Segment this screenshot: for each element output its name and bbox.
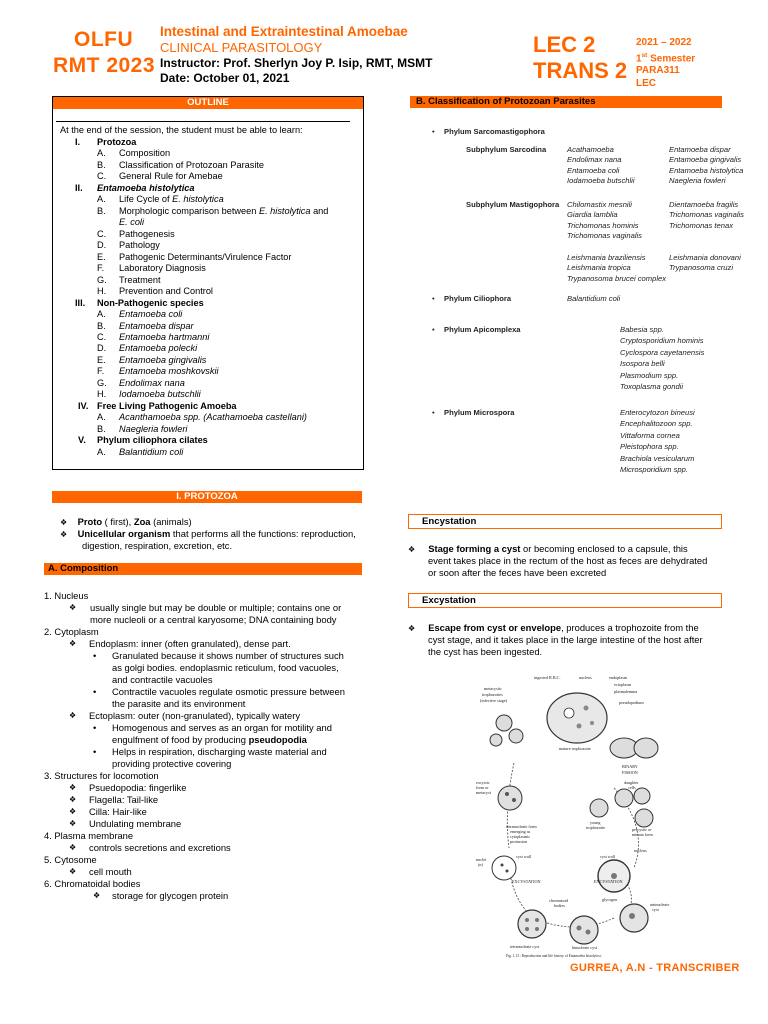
course-type: LEC xyxy=(636,77,656,89)
composition-line: as golgi bodies. endoplasmic reticulum, food vacuoles, xyxy=(112,662,339,673)
outline-item-text: Entamoeba coli xyxy=(119,309,183,320)
composition-heading: A. Composition xyxy=(44,563,362,575)
label-metacystic-2: trophozoites xyxy=(482,692,503,697)
composition-line: Endoplasm: inner (often granulated), dense part. xyxy=(89,638,291,649)
excystation-heading: Excystation xyxy=(408,593,722,608)
species: Chilomastix mesnili xyxy=(567,200,632,209)
label-nuclei-1: nuclei xyxy=(476,857,487,862)
species: Trichomonas vaginalis xyxy=(567,230,642,240)
label-young-2: trophozoite xyxy=(586,825,606,830)
logo-olfu: OLFU xyxy=(74,28,134,51)
outline-item-number: C. xyxy=(97,171,107,182)
composition-line: Contractile vacuoles regulate osmotic pressure between xyxy=(112,686,345,697)
outline-item-text: Entamoeba gingivalis xyxy=(119,354,207,365)
excystation-text-2: cyst stage, and it takes place in the large intestine of the host after xyxy=(428,634,703,645)
composition-line: providing protective covering xyxy=(112,758,232,769)
outline-item-text: Balantidium coli xyxy=(119,446,184,457)
dot-bullet: • xyxy=(93,650,97,661)
subphylum-mastigophora: Subphylum Mastigophora xyxy=(466,200,560,209)
label-tetra-2: emerging as xyxy=(510,829,531,834)
label-excystation: EXCYSTATION xyxy=(512,879,541,884)
transcript-number: TRANS 2 xyxy=(533,58,628,83)
label-encystation: ENCYSTATION xyxy=(594,879,623,884)
label-nuclei-2: (n) xyxy=(478,862,483,867)
composition-line: 6. Chromatoidal bodies xyxy=(44,878,141,889)
species: Leishmania donovani xyxy=(669,253,741,262)
species: Toxoplasma gondii xyxy=(620,382,684,391)
outline-item-text: Prevention and Control xyxy=(119,286,213,297)
label-binucleate-cyst: binucleate cyst xyxy=(572,945,597,950)
composition-line: 2. Cytoplasm xyxy=(44,626,99,637)
outline-item-text: E. coli xyxy=(119,217,145,228)
outline-item-text: Acanthamoeba spp. (Acathamoeba castellani) xyxy=(119,412,307,423)
outline-item-number: A. xyxy=(97,446,106,457)
phylum-sarcomastigophora: Phylum Sarcomastigophora xyxy=(444,127,545,136)
label-excystic-1: excystic xyxy=(476,780,490,785)
outline-item-text: Non-Pathogenic species xyxy=(97,297,204,308)
label-excystic-3: metacyst xyxy=(476,790,491,795)
bullet: • xyxy=(432,127,435,136)
outline-item-number: A. xyxy=(97,194,106,205)
semester: 1st Semester xyxy=(636,51,696,64)
composition-line: Granulated because it shows number of structures such xyxy=(112,650,344,661)
outline-item-number: D. xyxy=(97,343,107,354)
species: Iodamoeba butschlii xyxy=(567,175,635,185)
diamond-bullet: ❖ xyxy=(69,807,77,816)
diamond-bullet: ❖ xyxy=(93,891,101,900)
label-excystic-2: form or xyxy=(476,785,489,790)
label-chromatoid-1: chromatoid xyxy=(549,898,569,903)
composition-line: Homogenous and serves as an organ for motility and xyxy=(112,722,332,733)
encystation-text-1: ❖ Stage forming a cyst or becoming enclosed to a capsule, this xyxy=(408,543,688,554)
course-name: CLINICAL PARASITOLOGY xyxy=(160,40,323,55)
outline-item-text: Iodamoeba butschlii xyxy=(119,389,201,400)
outline-item-text: Pathology xyxy=(119,240,160,251)
outline-item-text: Protozoa xyxy=(97,137,137,147)
composition-line: 3. Structures for locomotion xyxy=(44,770,159,781)
outline-item-text: Entamoeba polecki xyxy=(119,343,198,354)
species: Dientamoeba fragilis xyxy=(669,200,739,209)
species: Giardia lamblia xyxy=(567,210,618,220)
outline-item-text: Free Living Pathogenic Amoeba xyxy=(97,400,237,411)
outline-item-text: Pathogenic Determinants/Virulence Factor xyxy=(119,251,292,262)
label-metacystic-3: (infective stage) xyxy=(480,698,508,703)
outline-rule xyxy=(56,121,350,122)
outline-item-number: H. xyxy=(97,389,107,400)
species: Entamoeba gingivalis xyxy=(669,155,742,165)
outline-item-number: F. xyxy=(97,366,105,377)
species: Endolimax nana xyxy=(567,155,622,165)
composition-line: Ectoplasm: outer (non-granulated), typically watery xyxy=(89,710,301,721)
label-tetra-3: cytoplasmic xyxy=(510,834,531,839)
lecture-date: Date: October 01, 2021 xyxy=(160,71,290,85)
outline-item-number: B. xyxy=(97,205,106,216)
composition-line: 1. Nucleus xyxy=(44,590,89,601)
species: Entamoeba dispar xyxy=(669,145,731,154)
phylum-microspora: Phylum Microspora xyxy=(444,408,515,417)
composition-line: controls secretions and excretions xyxy=(89,842,231,853)
species: Enterocytozon bineusi xyxy=(620,408,695,417)
diamond-bullet: ❖ xyxy=(69,783,77,792)
outline-item-number: B. xyxy=(97,423,106,434)
outline-item-number: D. xyxy=(97,240,107,251)
protozoa-bullet-2-cont: digestion, respiration, excretion, etc. xyxy=(82,540,233,551)
document-title: Intestinal and Extraintestinal Amoebae xyxy=(160,24,408,39)
outline-item-number: A. xyxy=(97,148,106,159)
composition-line: usually single but may be double or multiple; contains one or xyxy=(90,602,342,613)
outline-item-number: H. xyxy=(97,286,107,297)
classification-heading: B. Classification of Protozoan Parasites xyxy=(410,96,722,108)
composition-line: 4. Plasma membrane xyxy=(44,830,134,841)
dot-bullet: • xyxy=(93,722,97,733)
label-cystwall: cyst wall xyxy=(516,854,532,859)
diamond-bullet: ❖ xyxy=(69,639,77,648)
species: Plasmodium spp. xyxy=(620,370,679,380)
phylum-ciliophora: Phylum Ciliophora xyxy=(444,294,512,303)
life-cycle-diagram xyxy=(474,668,680,960)
outline-item-number: B. xyxy=(97,320,106,331)
composition-line: storage for glycogen protein xyxy=(112,890,229,901)
species: Cryptosporidium hominis xyxy=(620,336,704,346)
outline-item-text: Entamoeba dispar xyxy=(119,320,194,331)
outline-item-text: Treatment xyxy=(119,274,161,285)
label-cystwall-2: cyst wall xyxy=(600,854,616,859)
label-metacystic-1: metacystic xyxy=(484,686,502,691)
figure-caption: Fig. 1.13 : Reproduction and life history of Entamoeba histolytica. xyxy=(506,954,602,958)
label-young: young xyxy=(590,820,601,825)
outline-item-number: C. xyxy=(97,228,107,239)
outline-item-text: Endolimax nana xyxy=(119,377,185,388)
outline-item-text: Laboratory Diagnosis xyxy=(119,263,206,274)
species: Encephalitozoon spp. xyxy=(620,419,693,429)
label-tetra-1: tetranucleate form xyxy=(506,824,537,829)
excystation-text-3: the cyst has been ingested. xyxy=(428,646,543,657)
label-binary-1: BINARY xyxy=(622,764,638,769)
outline-item-text: Pathogenesis xyxy=(119,228,175,239)
species: Babesia spp. xyxy=(620,325,664,334)
outline-item-number: E. xyxy=(97,354,106,365)
species: Naegleria fowleri xyxy=(669,175,726,185)
species: Trichomonas hominis xyxy=(567,220,639,230)
label-daughter-2: cells xyxy=(628,785,636,790)
composition-line: Undulating membrane xyxy=(89,818,182,829)
species: Trypanosoma cruzi xyxy=(669,263,734,273)
instructor: Instructor: Prof. Sherlyn Joy P. Isip, RMT, MSMT xyxy=(160,56,433,70)
species: Vittaforma cornea xyxy=(620,430,680,440)
label-tetra-4: protrusion xyxy=(510,839,528,844)
outline-item-number: A. xyxy=(97,412,106,423)
outline-item-number: II. xyxy=(75,182,83,193)
outline-item-text: General Rule for Amebae xyxy=(119,171,223,182)
species: Leishmania braziliensis xyxy=(567,253,646,262)
species: Acathamoeba xyxy=(567,145,614,154)
outline-item-number: IV. xyxy=(78,400,89,411)
bullet: • xyxy=(432,325,435,334)
species: Cyclospora cayetanensis xyxy=(620,347,705,357)
course-meta xyxy=(636,37,695,90)
course-code: PARA311 xyxy=(636,65,680,77)
composition-line: Cilla: Hair-like xyxy=(89,806,147,817)
composition-line: 5. Cytosome xyxy=(44,854,97,865)
label-nucleus: nucleus xyxy=(579,675,592,680)
species: Leishmania tropica xyxy=(567,263,631,273)
outline-item-text: Entamoeba moshkovskii xyxy=(119,366,219,377)
outline-heading: OUTLINE xyxy=(53,97,363,109)
outline-item-text: Morphologic comparison between E. histolytica and xyxy=(119,205,329,216)
species: Isospora belli xyxy=(620,359,665,369)
outline-item-text: Composition xyxy=(119,148,171,159)
outline-intro: At the end of the session, the student must be able to learn: xyxy=(60,125,303,135)
label-ingested-rbc: ingested R.B.C. xyxy=(534,675,561,680)
label-plasmalemma: plasmalemma xyxy=(614,689,638,694)
label-precystic-2: minuta form xyxy=(632,832,653,837)
composition-line: more nucleoli or a central karyosome; DNA containing body xyxy=(90,614,337,625)
diamond-bullet: ❖ xyxy=(69,843,77,852)
diamond-bullet: ❖ xyxy=(69,711,77,720)
outline-item-text: Life Cycle of E. histolytica xyxy=(119,194,224,205)
outline-item-number: B. xyxy=(97,159,106,170)
label-binary-2: FISSION xyxy=(622,770,638,775)
outline-item-number: A. xyxy=(97,309,106,320)
outline-item-text: Classification of Protozoan Parasite xyxy=(119,159,265,170)
outline-item-number: III. xyxy=(75,297,86,308)
composition-line: Flagella: Tail-like xyxy=(89,794,159,805)
label-ectoplasm: ectoplasm xyxy=(614,682,631,687)
label-endoplasm: endoplasm xyxy=(609,675,628,680)
composition-line: Helps in respiration, discharging waste material and xyxy=(112,746,327,757)
outline-item-text: Phylum ciliophora cilates xyxy=(97,435,208,446)
diamond-bullet: ❖ xyxy=(69,867,77,876)
outline-item-number: V. xyxy=(78,435,86,446)
outline-item-text: Entamoeba histolytica xyxy=(97,182,195,193)
protozoa-bullet-1: ❖ Proto ( first), Zoa (animals) xyxy=(60,516,192,527)
composition-line: and contractile vacuoles xyxy=(112,674,213,685)
label-uninucleate-1: uninucleate xyxy=(650,902,670,907)
label-daughter-1: daughter xyxy=(624,780,639,785)
encystation-text-3: or soon after the feces have been excreted xyxy=(428,567,607,578)
species: Trichomonas vaginalis xyxy=(669,210,744,220)
composition-line: engulfment of food by producing pseudopodia xyxy=(112,734,307,745)
dot-bullet: • xyxy=(93,686,97,697)
lecture-number: LEC 2 xyxy=(533,32,596,57)
outline-item-number: F. xyxy=(97,263,105,274)
outline-item-number: C. xyxy=(97,331,107,342)
logo-rmt: RMT 2023 xyxy=(53,54,156,77)
subphylum-sarcodina: Subphylum Sarcodina xyxy=(466,145,547,154)
label-tetranucleate-cyst: tetranucleate cyst xyxy=(510,944,540,949)
outline-item-text: Entamoeba hartmanni xyxy=(119,331,210,342)
bullet: • xyxy=(432,408,435,417)
label-uninucleate-2: cyst xyxy=(652,907,659,912)
encystation-text-2: event takes place in the rectum of the host as feces are dehydrated xyxy=(428,555,708,566)
outline-item-number: G. xyxy=(97,274,107,285)
outline-item-number: E. xyxy=(97,251,106,262)
protozoa-heading: I. PROTOZOA xyxy=(52,491,362,503)
composition-line: Psuedopodia: fingerlike xyxy=(89,782,187,793)
outline-item-number: I. xyxy=(75,137,81,147)
label-chromatoid-2: bodies xyxy=(554,903,565,908)
label-precystic-1: precystic or xyxy=(632,827,652,832)
composition-line: the parasite and its environment xyxy=(112,698,246,709)
phylum-apicomplexa: Phylum Apicomplexa xyxy=(444,325,521,334)
label-nucleus-2: nucleus xyxy=(634,848,647,853)
academic-year: 2021 – 2022 xyxy=(636,37,692,48)
transcriber-footer: GURREA, A.N - TRANSCRIBER xyxy=(570,962,740,974)
species: Trichomonas tenax xyxy=(669,220,734,230)
encystation-heading: Encystation xyxy=(408,514,722,529)
label-pseudopodium: pseudopodium xyxy=(619,700,644,705)
composition-line: cell mouth xyxy=(89,866,132,877)
label-glycogen: glycogen xyxy=(602,897,618,902)
diamond-bullet: ❖ xyxy=(69,795,77,804)
species: Entamoeba histolytica xyxy=(669,165,744,175)
species: Brachiola vesicularum xyxy=(620,453,695,463)
label-mature: mature trophozoite xyxy=(559,746,591,751)
outline-item-number: G. xyxy=(97,377,107,388)
protozoa-bullet-2: ❖ Unicellular organism that performs all the functions: reproduction, xyxy=(60,528,356,539)
dot-bullet: • xyxy=(93,746,97,757)
species: Pleistophora spp. xyxy=(620,442,679,452)
species: Entamoeba coli xyxy=(567,165,620,175)
species: Microsporidium spp. xyxy=(620,465,688,474)
diamond-bullet: ❖ xyxy=(69,819,77,828)
bullet: • xyxy=(432,294,435,303)
species: Trypanosoma brucei complex xyxy=(567,273,667,283)
outline-item-text: Naegleria fowleri xyxy=(119,423,188,434)
diamond-bullet: ❖ xyxy=(69,603,77,612)
species: Balantidium coli xyxy=(567,294,621,303)
excystation-text-1: ❖ Escape from cyst or envelope, produces a trophozoite from the xyxy=(408,622,699,633)
